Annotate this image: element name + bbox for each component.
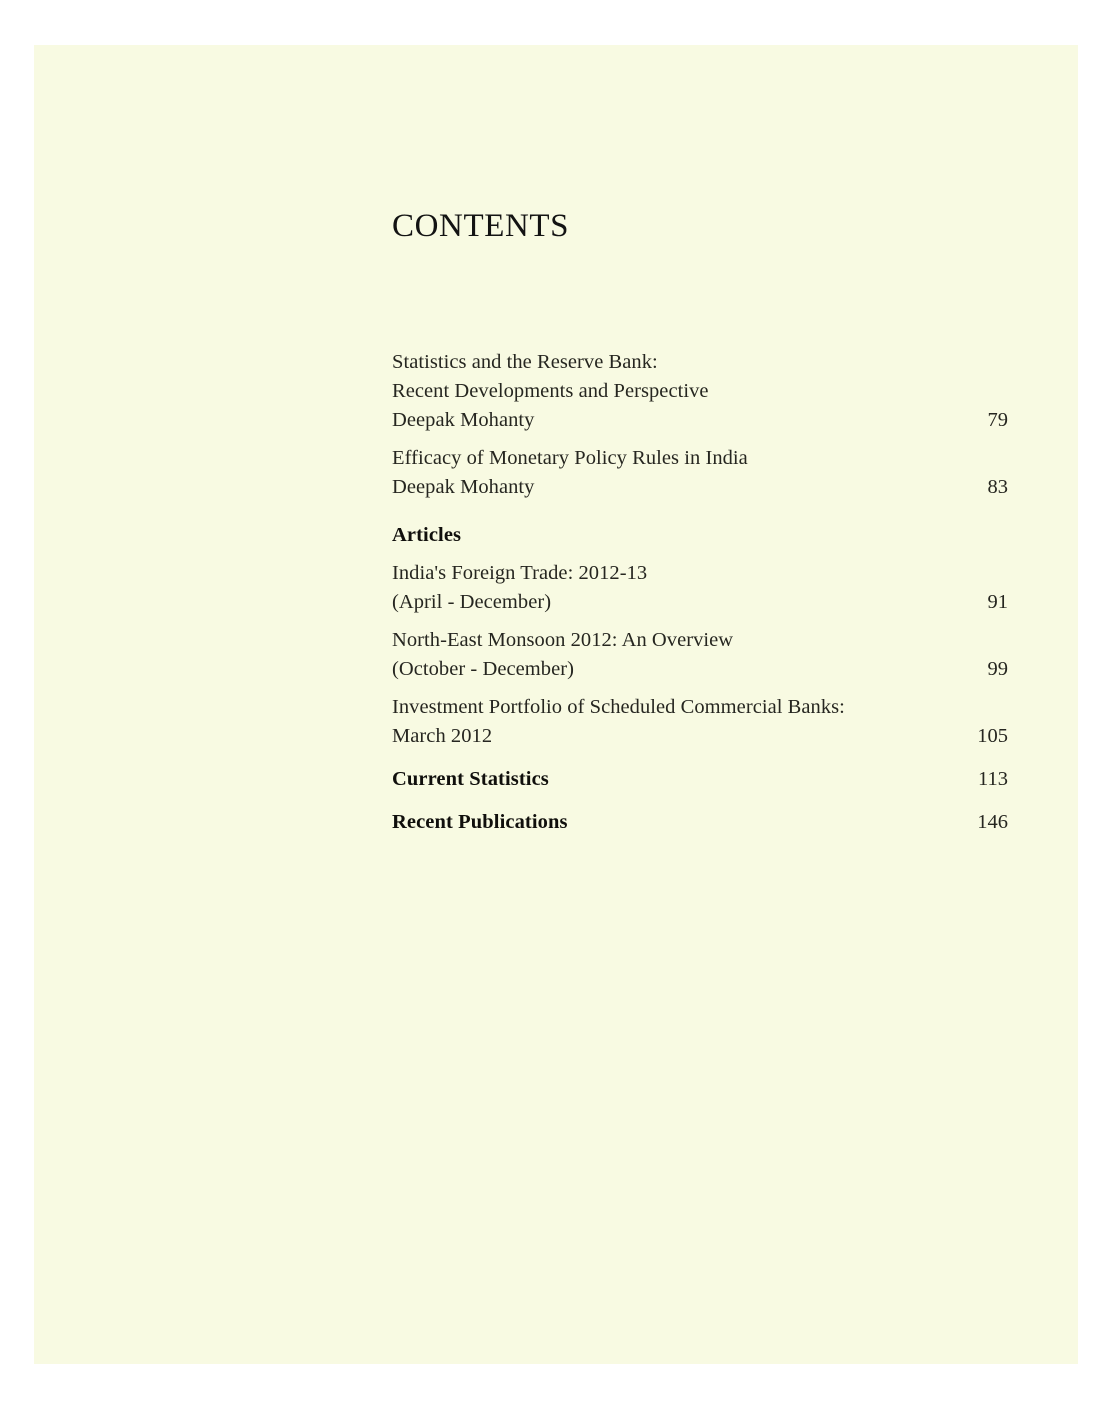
toc-entry-label: Deepak Mohanty bbox=[392, 476, 535, 498]
toc-entry-label: Efficacy of Monetary Policy Rules in India bbox=[392, 447, 748, 469]
toc-entry-articles[interactable] bbox=[392, 521, 1008, 550]
toc-line bbox=[392, 626, 1008, 655]
toc-line bbox=[392, 521, 1008, 550]
toc-page-number: 79 bbox=[987, 409, 1008, 431]
toc-entry-investment-portfolio-of-scheduled-commercial-banks[interactable] bbox=[392, 693, 1008, 751]
toc-line bbox=[392, 655, 1008, 684]
toc-entry-label: March 2012 bbox=[392, 725, 493, 747]
toc-entry-efficacy-of-monetary-policy-rules-in-india[interactable] bbox=[392, 444, 1008, 502]
toc-entry-north-east-monsoon-2012-an-overview[interactable] bbox=[392, 626, 1008, 684]
toc-line bbox=[392, 559, 1008, 588]
toc-page-number: 105 bbox=[977, 725, 1008, 747]
toc-entry-label: India's Foreign Trade: 2012-13 bbox=[392, 562, 648, 584]
toc-line bbox=[392, 588, 1008, 617]
toc-line bbox=[392, 406, 1008, 435]
toc-section-label: Recent Publications bbox=[392, 811, 568, 833]
toc-entry-list bbox=[392, 348, 1008, 837]
toc-page-number: 83 bbox=[987, 476, 1008, 498]
toc-entry-indias-foreign-trade-2012-13[interactable] bbox=[392, 559, 1008, 617]
toc-line bbox=[392, 693, 1008, 722]
toc-page-number: 99 bbox=[987, 658, 1008, 680]
toc-entry-label: Recent Developments and Perspective bbox=[392, 380, 709, 402]
toc-entry-label: Deepak Mohanty bbox=[392, 409, 535, 431]
toc-entry-current-statistics[interactable] bbox=[392, 765, 1008, 794]
toc-line bbox=[392, 765, 1008, 794]
toc-page-number: 91 bbox=[987, 591, 1008, 613]
toc-entry-label: Investment Portfolio of Scheduled Commercial Banks: bbox=[392, 696, 845, 718]
toc-section-label: Articles bbox=[392, 524, 462, 546]
toc-line bbox=[392, 722, 1008, 751]
toc-page-number: 113 bbox=[978, 768, 1008, 790]
document-page bbox=[34, 45, 1078, 1364]
table-of-contents bbox=[392, 210, 1008, 837]
toc-section-label: Current Statistics bbox=[392, 768, 549, 790]
toc-entry-label: North-East Monsoon 2012: An Overview bbox=[392, 629, 734, 651]
page-title: CONTENTS bbox=[392, 208, 570, 244]
toc-line bbox=[392, 444, 1008, 473]
toc-line bbox=[392, 377, 1008, 406]
toc-line bbox=[392, 348, 1008, 377]
toc-entry-label: (October - December) bbox=[392, 658, 574, 680]
toc-entry-statistics-and-the-reserve-bank[interactable] bbox=[392, 348, 1008, 435]
toc-page-number: 146 bbox=[977, 811, 1008, 833]
toc-entry-label: Statistics and the Reserve Bank: bbox=[392, 351, 658, 373]
toc-entry-recent-publications[interactable] bbox=[392, 808, 1008, 837]
toc-entry-label: (April - December) bbox=[392, 591, 552, 613]
toc-line bbox=[392, 473, 1008, 502]
toc-line bbox=[392, 808, 1008, 837]
